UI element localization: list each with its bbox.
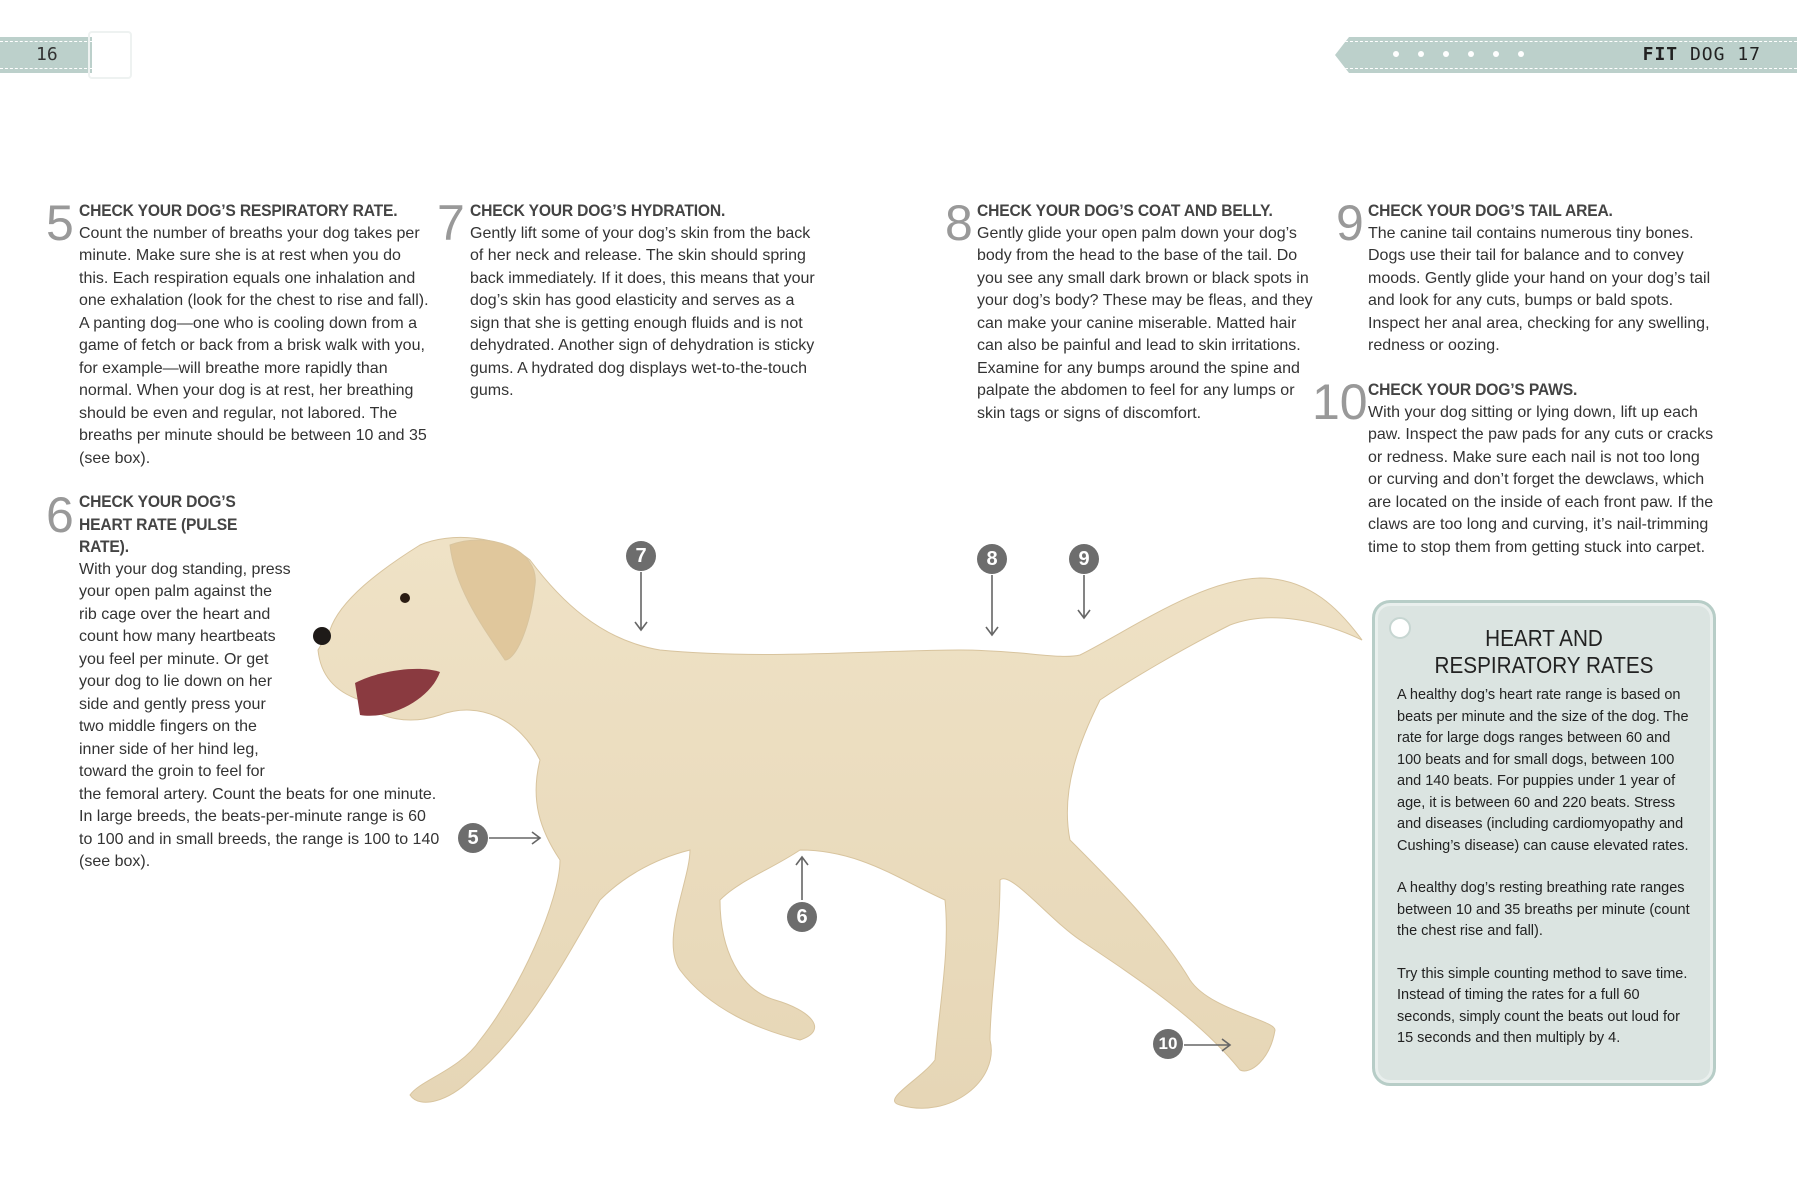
box-title-line2: RESPIRATORY RATES <box>1434 652 1654 678</box>
section-body-line: count how many heartbeats <box>79 628 276 645</box>
page-number-left: 16 <box>36 44 58 65</box>
section-body-line: (see box). <box>79 853 151 870</box>
box-title <box>1392 625 1696 679</box>
box-title-line1: HEART AND <box>1485 625 1603 651</box>
step-number-8: 8 <box>945 195 973 251</box>
section-title <box>79 491 291 559</box>
section-body-line: you feel per minute. Or get <box>79 650 269 668</box>
section-title: CHECK YOUR DOG’S RESPIRATORY RATE. <box>79 201 398 220</box>
step-number-10: 10 <box>1312 374 1368 430</box>
marker-7: 7 <box>626 541 656 571</box>
section-body: Gently lift some of your dog’s skin from the back of her neck and release. The skin should spring back immediately. If it does, this means that your dog’s skin has good elasticity and serves as a sign that she is getting enough fluids and is not dehydrated. Another sign of dehydration is sticky gums. A hydrated dog displays wet-to-the-touch gums. <box>470 224 815 399</box>
section-body-line: to 100 and in small breeds, the range is 100 to 140 <box>79 830 440 848</box>
section-title: CHECK YOUR DOG’S PAWS. <box>1368 380 1578 399</box>
box-paragraph-tip: Try this simple counting method to save time. Instead of timing the rates for a full 60 seconds, simply count the beats out loud for 15 seconds and then multiply by 4. <box>1397 965 1688 1046</box>
section-title-text: CHECK YOUR DOG’S HEART RATE (PULSE RATE). <box>79 492 238 556</box>
marker-6: 6 <box>787 902 817 932</box>
section-hydration <box>470 200 825 403</box>
section-body: Count the number of breaths your dog takes per minute. Make sure she is at rest when you do this. Each respiration equals one inhalation and one exhalation (look for the chest to rise and fall). A panting dog—one who is cooling down from a game of fetch or back from a brisk walk with you, for example—will breathe more rapidly than normal. When your dog is at rest, her breathing should be even and regular, not labored. The breaths per minute should be between 10 and 35 (see box). <box>79 224 429 467</box>
step-number-5: 5 <box>46 195 74 251</box>
section-paws <box>1368 379 1718 559</box>
marker-9: 9 <box>1069 544 1099 574</box>
heart-respiratory-rates-box <box>1372 600 1716 1086</box>
step-number-6: 6 <box>46 487 74 543</box>
section-body-line: rib cage over the heart and <box>79 605 271 623</box>
step-number-7: 7 <box>437 195 465 251</box>
running-head-rest: DOG 17 <box>1689 44 1761 65</box>
section-body-line: In large breeds, the beats-per-minute range is 60 <box>79 808 426 825</box>
marker-10: 10 <box>1153 1029 1183 1059</box>
section-title: CHECK YOUR DOG’S TAIL AREA. <box>1368 201 1613 220</box>
section-respiratory-rate <box>79 200 429 470</box>
section-title: CHECK YOUR DOG’S HYDRATION. <box>470 201 726 220</box>
section-body-line: inner side of her hind leg, <box>79 740 259 758</box>
running-head-bold: FIT <box>1642 44 1679 65</box>
section-body-line: your open palm against the <box>79 583 273 600</box>
box-paragraph-breathing: A healthy dog’s resting breathing rate ranges between 10 and 35 breaths per minute (count the chest rise and fall). <box>1397 880 1690 939</box>
marker-5: 5 <box>458 823 488 853</box>
section-body-line: toward the groin to feel for <box>79 763 265 780</box>
section-tail-area <box>1368 200 1718 358</box>
section-body-line: side and gently press your <box>79 695 266 713</box>
step-number-9: 9 <box>1336 195 1364 251</box>
section-body-line: your dog to lie down on her <box>79 673 273 690</box>
section-coat-belly <box>977 200 1317 425</box>
section-body: The canine tail contains numerous tiny bones. Dogs use their tail for balance and to convey moods. Gently glide your hand on your dog’s tail and look for any cuts, bumps or bald spots. Inspect her anal area, checking for any swelling, redness or oozing. <box>1368 224 1711 354</box>
section-body: Gently glide your open palm down your dog’s body from the head to the base of the tail. Do you see any small dark brown or black spots in your dog’s body? These may be fleas, and they can make your canine miserable. Matted hair can also be painful and lead to skin irritations. Examine for any bumps around the spine and palpate the abdomen to feel for any lumps or skin tags or signs of discomfort. <box>977 224 1313 422</box>
box-paragraph-heart: A healthy dog’s heart rate range is based on beats per minute and the size of the dog. The rate for large dogs ranges between 60 and 100 beats and for small dogs, between 100 and 140 beats. For puppies under 1 year of age, it is between 60 and 220 beats. Stress and diseases (including cardiomyopathy and Cushing’s disease) can cause elevated rates. <box>1397 687 1689 854</box>
section-heart-rate <box>79 491 459 874</box>
marker-8: 8 <box>977 544 1007 574</box>
section-body-line: the femoral artery. Count the beats for one minute. <box>79 785 437 803</box>
section-body-line: With your dog standing, press <box>79 560 291 578</box>
section-body <box>79 559 459 874</box>
section-body-line: two middle fingers on the <box>79 718 257 735</box>
section-title: CHECK YOUR DOG’S COAT AND BELLY. <box>977 201 1273 220</box>
section-body: With your dog sitting or lying down, lift up each paw. Inspect the paw pads for any cuts or cracks or redness. Make sure each nail is not too long or curving and don’t forget the dewclaws, which are located on the inside of each front paw. If the claws are too long and curving, it’s nail-trimming time to stop them from getting stuck into carpet. <box>1368 403 1714 556</box>
